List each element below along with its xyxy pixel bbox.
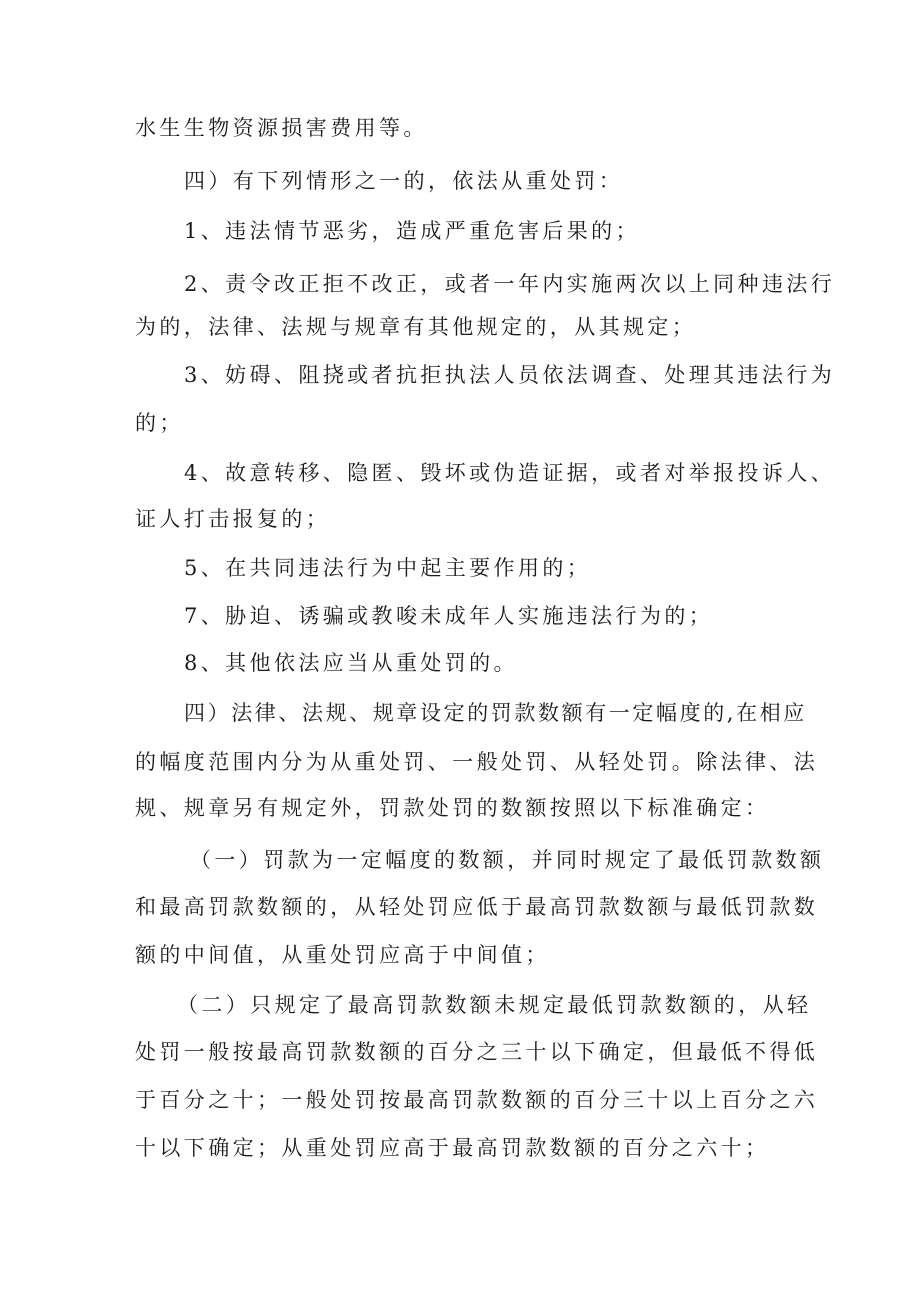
text-line: 4、故意转移、隐匿、毁坏或伪造证据，或者对举报投诉人、 bbox=[184, 461, 836, 485]
text-line: 四）有下列情形之一的，依法从重处罚： bbox=[184, 169, 624, 193]
text-line: 8、其他依法应当从重处罚的。 bbox=[184, 651, 518, 675]
text-line: 证人打击报复的； bbox=[135, 507, 331, 531]
text-line: 5、在共同违法行为中起主要作用的； bbox=[184, 556, 592, 580]
text-line: 额的中间值，从重处罚应高于中间值； bbox=[135, 943, 550, 967]
text-line: （一）罚款为一定幅度的数额，并同时规定了最低罚款数额 bbox=[190, 848, 825, 872]
text-line: 十以下确定；从重处罚应高于最高罚款数额的百分之六十； bbox=[135, 1136, 770, 1160]
text-line: 水生生物资源损害费用等。 bbox=[135, 116, 428, 140]
text-line: 7、胁迫、诱骗或教唆未成年人实施违法行为的； bbox=[184, 604, 714, 628]
text-line: 1、违法情节恶劣，造成严重危害后果的； bbox=[184, 219, 640, 243]
text-line: 3、妨碍、阻挠或者抗拒执法人员依法调查、处理其违法行为 bbox=[184, 363, 836, 387]
text-line: 于百分之十；一般处罚按最高罚款数额的百分三十以上百分之六 bbox=[135, 1088, 819, 1112]
text-line: （二）只规定了最高罚款数额未规定最低罚款数额的，从轻 bbox=[177, 993, 812, 1017]
text-line: 四）法律、法规、规章设定的罚款数额有一定幅度的,在相应 bbox=[184, 701, 807, 725]
text-line: 的； bbox=[135, 411, 184, 435]
text-line: 和最高罚款数额的，从轻处罚应低于最高罚款数额与最低罚款数 bbox=[135, 895, 819, 919]
text-line: 的幅度范围内分为从重处罚、一般处罚、从轻处罚。除法律、法 bbox=[135, 750, 819, 774]
text-line: 处罚一般按最高罚款数额的百分之三十以下确定，但最低不得低 bbox=[135, 1040, 819, 1064]
text-line: 为的，法律、法规与规章有其他规定的，从其规定； bbox=[135, 315, 697, 339]
text-line: 2、责令改正拒不改正，或者一年内实施两次以上同种违法行 bbox=[184, 272, 836, 296]
text-line: 规、规章另有规定外，罚款处罚的数额按照以下标准确定： bbox=[135, 796, 770, 820]
